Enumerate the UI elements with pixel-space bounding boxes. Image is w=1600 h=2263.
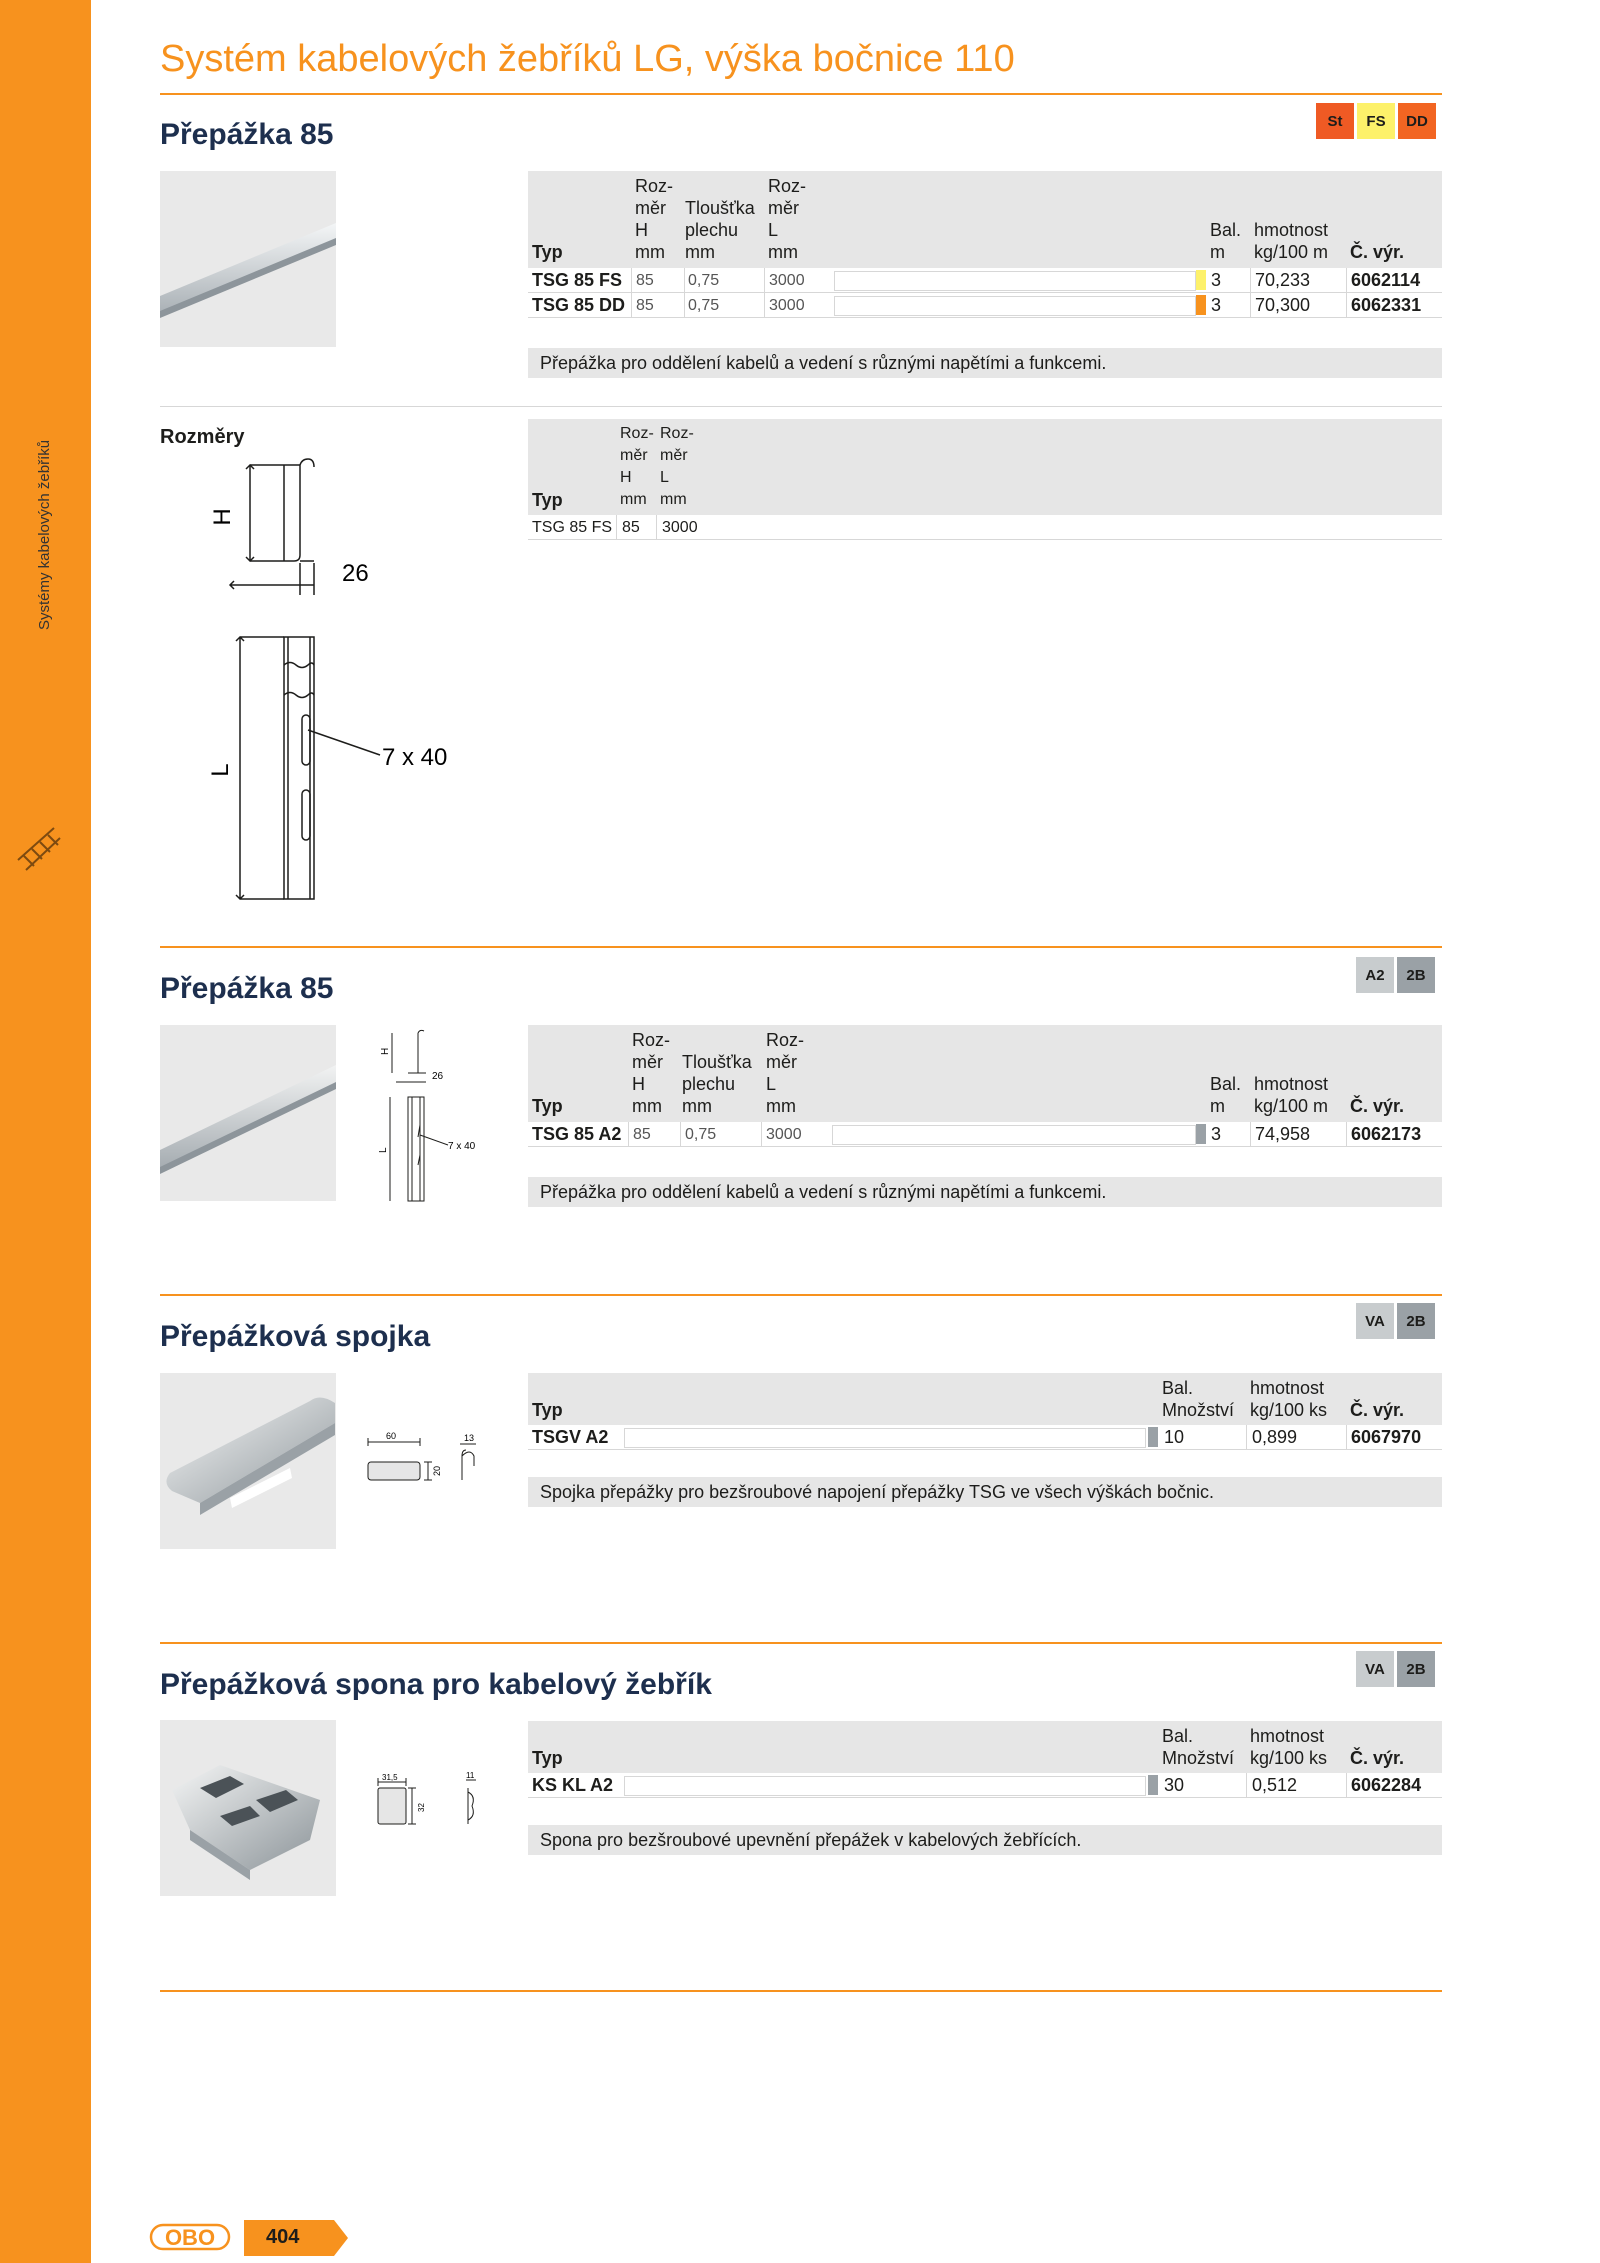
badge-dd: DD: [1398, 103, 1436, 139]
section-rule: [160, 1294, 1442, 1296]
table-row: TSG 85 FS 85 3000: [528, 515, 1442, 540]
product-table: Typ Bal. Množství hmotnost kg/100 ks Č. výr. KS KL A2 30 0,512 6062284: [528, 1721, 1442, 1798]
section-title: Přepážka 85: [160, 118, 334, 151]
section-title: Přepážková spona pro kabelový žebřík: [160, 1668, 712, 1701]
color-swatch: [1148, 1775, 1158, 1795]
sidebar-label: Systémy kabelových žebříků: [36, 439, 53, 630]
dim-l: L: [207, 763, 234, 777]
material-badges: [1356, 1303, 1435, 1339]
dimensions-label: Rozměry: [160, 426, 245, 448]
material-badges: [1356, 1651, 1435, 1687]
product-description: Spona pro bezšroubové upevnění přepážek v kabelových žebřících.: [528, 1825, 1442, 1855]
color-swatch: [1196, 1124, 1206, 1144]
svg-text:31,5: 31,5: [382, 1773, 398, 1782]
product-photo: [160, 171, 336, 347]
color-swatch: [1196, 295, 1206, 315]
product-table: Typ Bal. Množství hmotnost kg/100 ks Č. výr. TSGV A2 10 0,899 6067970: [528, 1373, 1442, 1450]
table-header: Roz- měr H mm Tloušťka plechu mm Roz- měr L mm Typ Bal. m hmotnost kg/100 m Č. výr.: [528, 171, 1442, 268]
color-swatch: [1148, 1427, 1158, 1447]
product-photo: [160, 1720, 336, 1896]
clip-image: [160, 1720, 336, 1896]
dim-slot: 7 x 40: [382, 744, 448, 771]
svg-text:13: 13: [464, 1433, 475, 1443]
table-row: TSGV A2 10 0,899 6067970: [528, 1425, 1442, 1450]
product-table: Roz- měr H mm Tloušťka plechu mm Roz- měr L mm Typ Bal. m hmotnost kg/100 m Č. výr. TSG 85 A2 85 0,75 3000 3 74,958 6062173: [528, 1025, 1442, 1147]
svg-text:20: 20: [432, 1465, 442, 1476]
dim-h: H: [209, 508, 236, 526]
obo-logo: [150, 2222, 230, 2252]
product-photo: [160, 1025, 336, 1201]
small-dimension-drawing: [360, 1430, 500, 1490]
cable-ladder-icon: [14, 820, 64, 880]
product-description: Přepážka pro oddělení kabelů a vedení s různými napětími a funkcemi.: [528, 1177, 1442, 1207]
badge-2b: 2B: [1397, 1303, 1435, 1339]
divider-strip-image: [160, 1025, 336, 1201]
section-title: Přepážková spojka: [160, 1320, 431, 1353]
badge-va: VA: [1356, 1303, 1394, 1339]
svg-text:60: 60: [386, 1431, 397, 1441]
table-row: TSG 85 A2 85 0,75 3000 3 74,958 6062173: [528, 1122, 1442, 1147]
svg-text:7 x 40: 7 x 40: [448, 1141, 476, 1152]
svg-text:11: 11: [466, 1771, 475, 1780]
material-badges: [1356, 957, 1435, 993]
dimension-drawing: [207, 455, 480, 905]
dimensions-table: Roz- měr H mm Roz- měr L mm Typ TSG 85 FS 85 3000: [528, 419, 1442, 540]
sidebar: [0, 0, 91, 2263]
small-dimension-drawing: [378, 1025, 498, 1205]
section-rule: [160, 1642, 1442, 1644]
table-row: TSG 85 FS 85 0,75 3000 3 70,233 6062114: [528, 268, 1442, 293]
badge-va: VA: [1356, 1651, 1394, 1687]
badge-2b: 2B: [1397, 957, 1435, 993]
svg-text:32: 32: [417, 1803, 426, 1812]
material-badges: [1316, 103, 1436, 139]
color-swatch: [1196, 270, 1206, 290]
small-dimension-drawing: [370, 1772, 490, 1842]
product-table: [528, 171, 1442, 318]
badge-a2: A2: [1356, 957, 1394, 993]
header-rule: [160, 93, 1442, 95]
page-title: Systém kabelových žebříků LG, výška bočnice 110: [160, 38, 1015, 80]
table-row: KS KL A2 30 0,512 6062284: [528, 1773, 1442, 1798]
divider: [160, 406, 1442, 407]
svg-text:H: H: [380, 1047, 391, 1055]
product-description: Spojka přepážky pro bezšroubové napojení přepážky TSG ve všech výškách bočnic.: [528, 1477, 1442, 1507]
badge-2b: 2B: [1397, 1651, 1435, 1687]
svg-text:L: L: [378, 1147, 389, 1153]
section-rule: [160, 946, 1442, 948]
connector-image: [160, 1373, 336, 1549]
page-number: 404: [244, 2220, 348, 2256]
dim-width: 26: [342, 560, 369, 587]
product-photo: [160, 1373, 336, 1549]
section-rule: [160, 1990, 1442, 1992]
badge-st: St: [1316, 103, 1354, 139]
section-title: Přepážka 85: [160, 972, 334, 1005]
badge-fs: FS: [1357, 103, 1395, 139]
svg-text:26: 26: [432, 1071, 444, 1082]
product-description: Přepážka pro oddělení kabelů a vedení s různými napětími a funkcemi.: [528, 348, 1442, 378]
divider-strip-image: [160, 171, 336, 347]
svg-text:OBO: OBO: [164, 2225, 216, 2250]
table-row: TSG 85 DD 85 0,75 3000 3 70,300 6062331: [528, 293, 1442, 318]
